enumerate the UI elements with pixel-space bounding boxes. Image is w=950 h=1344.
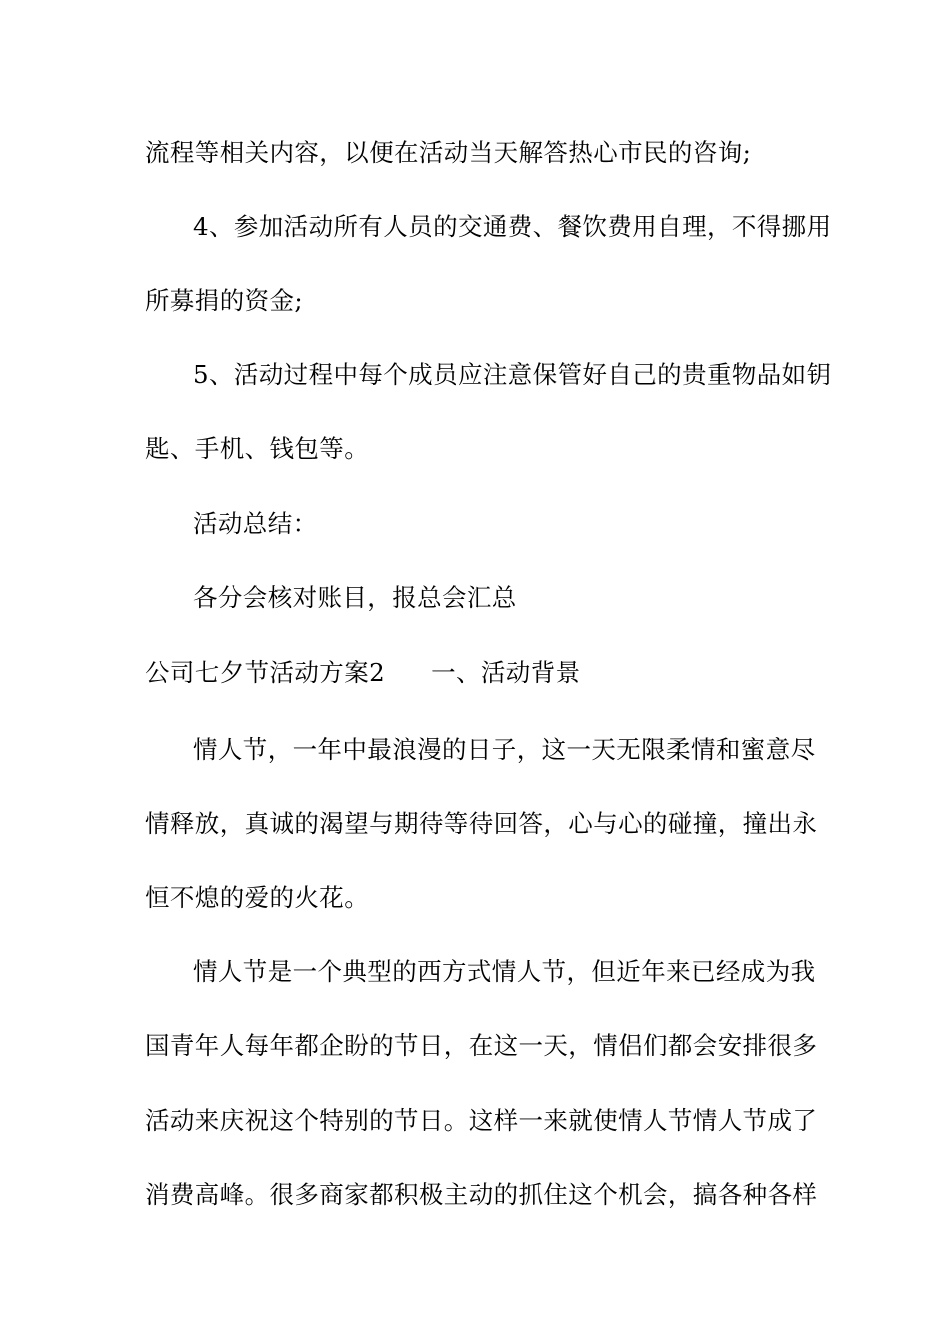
paragraph-line: 情人节是一个典型的西方式情人节，但近年来已经成为我 <box>193 957 816 986</box>
paragraph-line: 所募捐的资金; <box>145 286 304 315</box>
paragraph-line: 情人节，一年中最浪漫的日子，这一天无限柔情和蜜意尽 <box>193 735 816 764</box>
paragraph-line: 5、活动过程中每个成员应注意保管好自己的贵重物品如钥 <box>193 360 832 389</box>
section-title: 一、活动背景 <box>431 658 581 687</box>
paragraph-line: 匙、手机、钱包等。 <box>145 434 370 463</box>
document-title: 公司七夕节活动方案2 <box>145 658 386 687</box>
paragraph-line: 消费高峰。很多商家都积极主动的抓住这个机会，搞各种各样 <box>145 1180 818 1209</box>
section-heading <box>145 658 815 688</box>
paragraph-line: 情释放，真诚的渴望与期待等待回答，心与心的碰撞，撞出永 <box>145 809 818 838</box>
paragraph-line: 活动总结： <box>193 509 318 538</box>
paragraph-line: 各分会核对账目，报总会汇总 <box>193 583 517 612</box>
paragraph-line: 4、参加活动所有人员的交通费、餐饮费用自理，不得挪用 <box>193 212 832 241</box>
paragraph-line: 国青年人每年都企盼的节日，在这一天，情侣们都会安排很多 <box>145 1031 818 1060</box>
paragraph-line: 活动来庆祝这个特别的节日。这样一来就使情人节情人节成了 <box>145 1106 818 1135</box>
paragraph-line: 恒不熄的爱的火花。 <box>145 883 370 912</box>
paragraph-line: 流程等相关内容，以便在活动当天解答热心市民的咨询; <box>145 138 752 167</box>
